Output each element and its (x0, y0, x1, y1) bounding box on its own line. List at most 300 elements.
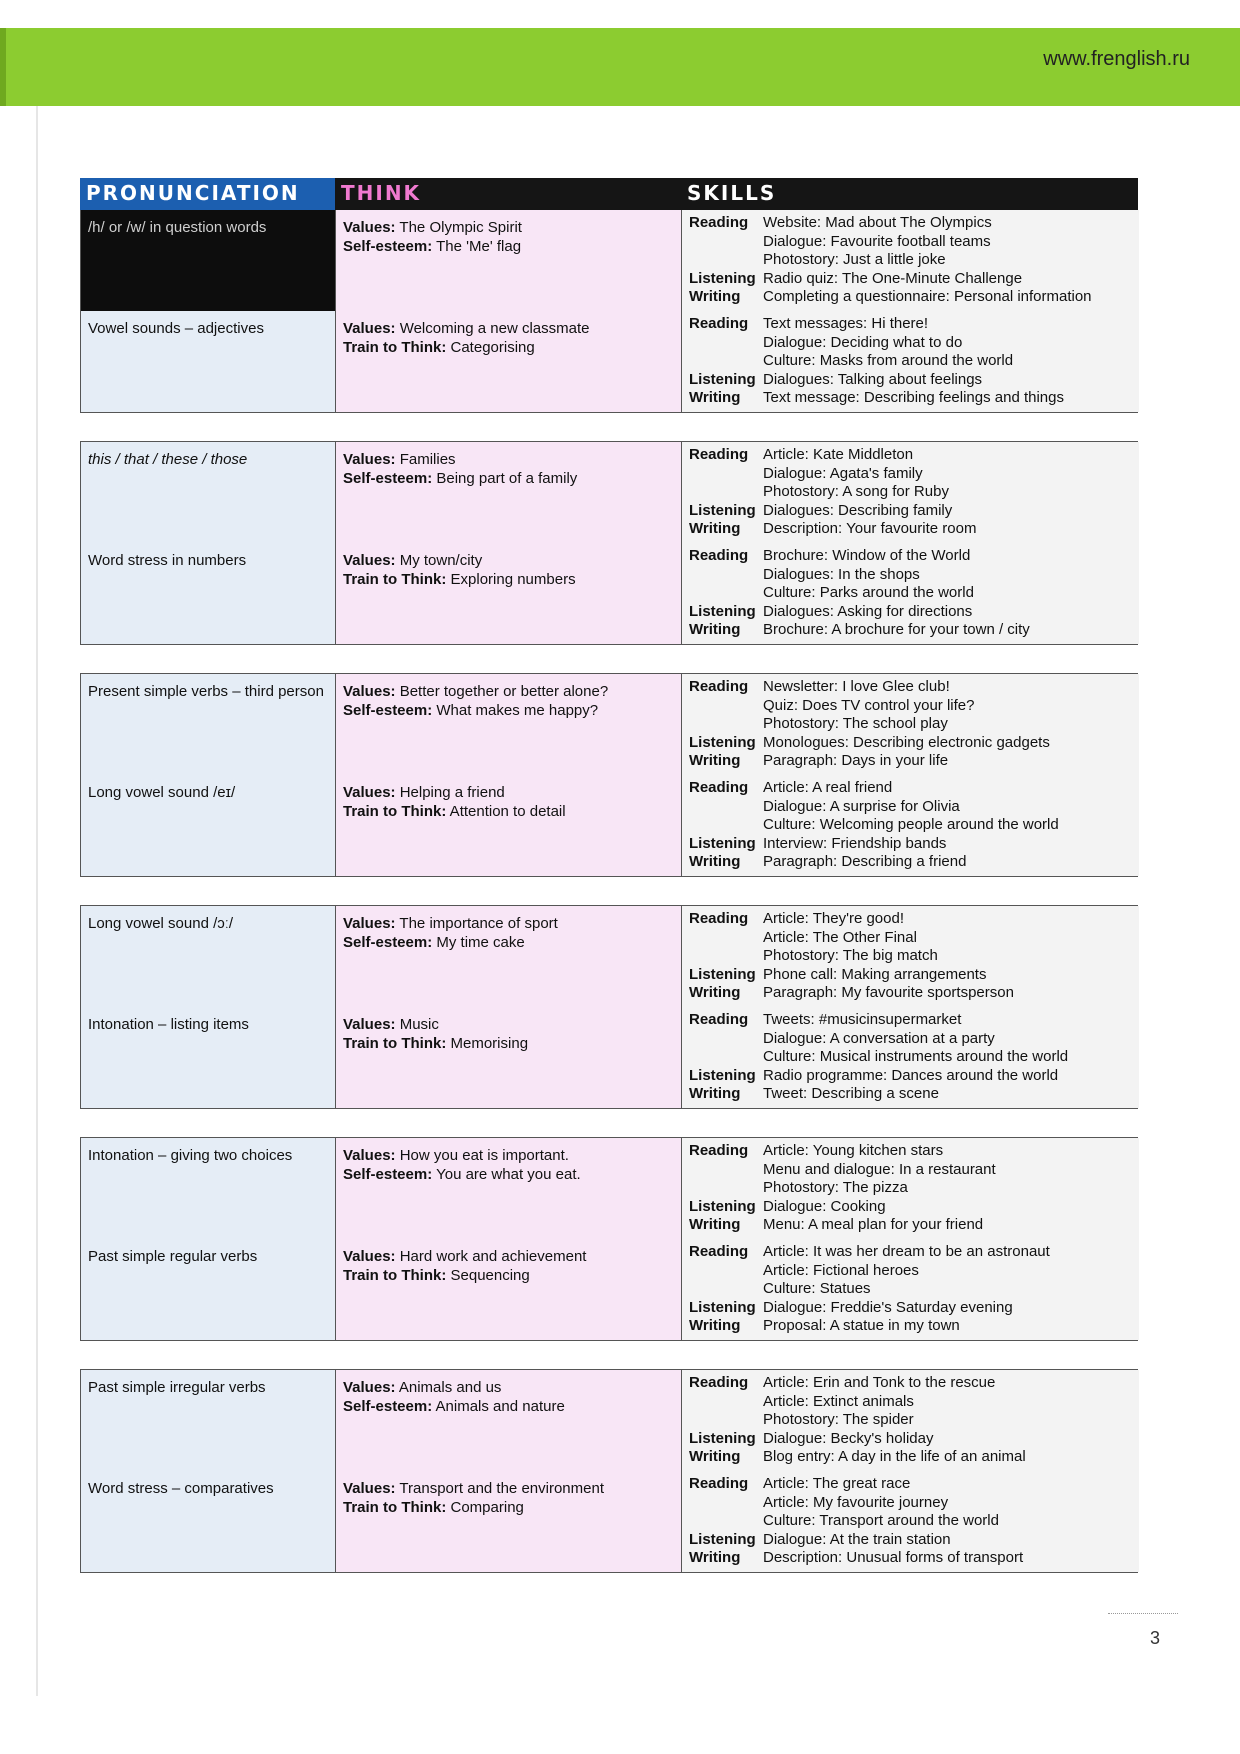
skill-label: Listening (689, 1298, 756, 1316)
skill-line (689, 1512, 1132, 1531)
skill-text: Photostory: Just a little joke (763, 251, 946, 269)
header-think: THINK (335, 178, 681, 210)
think-value: Sequencing (446, 1267, 530, 1284)
think-line (343, 1034, 674, 1053)
skill-text: Dialogues: Talking about feelings (763, 370, 983, 388)
table-row (81, 1007, 1137, 1108)
skill-line (689, 1475, 1132, 1494)
think-line (343, 218, 674, 237)
header-skills: SKILLS (681, 178, 1138, 210)
skill-label (689, 947, 763, 966)
skill-label (689, 352, 763, 371)
skills-cell (682, 775, 1139, 876)
think-value: My town/city (395, 552, 483, 569)
pronunciation-cell: Present simple verbs – third person (81, 674, 336, 775)
think-cell (336, 311, 682, 412)
skill-text: Photostory: The big match (763, 947, 938, 965)
skill-line (689, 1085, 1132, 1104)
skill-line (689, 233, 1132, 252)
think-key: Values: (343, 784, 396, 801)
skill-text: Brochure: Window of the World (763, 547, 971, 564)
table-header (80, 178, 1138, 210)
skill-text: Article: Extinct animals (763, 1392, 914, 1410)
unit-group (80, 1369, 1138, 1573)
skill-label: Reading (689, 678, 749, 695)
table-row (81, 311, 1137, 412)
skill-line (689, 816, 1132, 835)
skill-line (689, 835, 1132, 854)
think-value: You are what you eat. (432, 1166, 581, 1183)
skill-text: Phone call: Making arrangements (763, 965, 987, 983)
pronunciation-cell: Vowel sounds – adjectives (81, 311, 336, 412)
think-key: Values: (343, 552, 396, 569)
skill-line (689, 584, 1132, 603)
page-number: 3 (1149, 1628, 1160, 1648)
think-line (343, 570, 674, 589)
skill-text: Paragraph: Describing a friend (763, 853, 967, 871)
think-value: How you eat is important. (395, 1147, 569, 1164)
think-key: Self-esteem: (343, 238, 433, 255)
skill-text: Article: The Other Final (763, 928, 917, 946)
skill-line (689, 984, 1132, 1003)
skill-line (689, 315, 1132, 334)
skill-text: Radio programme: Dances around the world (763, 1066, 1059, 1084)
table-row (81, 210, 1137, 311)
think-key: Values: (343, 1016, 396, 1033)
pronunciation-cell: /h/ or /w/ in question words (81, 210, 336, 311)
skill-label: Reading (689, 779, 749, 796)
skill-label: Writing (689, 1085, 741, 1103)
skill-text: Newsletter: I love Glee club! (763, 678, 950, 695)
skills-cell (682, 1239, 1139, 1340)
skill-line (689, 1161, 1132, 1180)
skill-text: Dialogue: Deciding what to do (763, 333, 963, 351)
skill-line (689, 547, 1132, 566)
skill-text: Dialogue: At the train station (763, 1530, 951, 1548)
skill-line (689, 678, 1132, 697)
skill-line (689, 520, 1132, 539)
think-line (343, 914, 674, 933)
skill-text: Monologues: Describing electronic gadgets (763, 733, 1050, 751)
skill-line (689, 465, 1132, 484)
skill-text: Text messages: Hi there! (763, 315, 929, 332)
skill-label: Reading (689, 1475, 749, 1492)
skill-line (689, 929, 1132, 948)
table-row (81, 1471, 1137, 1572)
think-value: Music (395, 1016, 439, 1033)
skill-text: Radio quiz: The One-Minute Challenge (763, 269, 1023, 287)
page-margin-line (36, 106, 38, 1696)
skill-text: Quiz: Does TV control your life? (763, 696, 975, 714)
skill-text: Dialogues: Asking for directions (763, 602, 973, 620)
think-line (343, 1397, 674, 1416)
think-key: Train to Think: (343, 1499, 447, 1516)
skill-label (689, 929, 763, 948)
skill-line (689, 1179, 1132, 1198)
think-cell (336, 210, 682, 311)
think-cell (336, 442, 682, 543)
skills-cell (682, 906, 1139, 1007)
table-row (81, 906, 1137, 1007)
think-line (343, 319, 674, 338)
pronunciation-cell: Past simple irregular verbs (81, 1370, 336, 1471)
think-value: Comparing (446, 1499, 524, 1516)
think-key: Train to Think: (343, 1267, 447, 1284)
pronunciation-cell: this / that / these / those (81, 442, 336, 543)
skill-text: Culture: Masks from around the world (763, 352, 1014, 370)
skill-label (689, 1393, 763, 1412)
think-value: Memorising (446, 1035, 529, 1052)
table-row (81, 1370, 1137, 1471)
unit-group (80, 1137, 1138, 1341)
skills-cell (682, 543, 1139, 644)
skill-line (689, 752, 1132, 771)
table-row (81, 775, 1137, 876)
skill-line (689, 779, 1132, 798)
skill-text: Culture: Musical instruments around the world (763, 1048, 1069, 1066)
skill-label (689, 1494, 763, 1513)
skill-text: Article: A real friend (763, 779, 893, 796)
skill-label: Reading (689, 547, 749, 564)
skill-label: Listening (689, 1530, 756, 1548)
skill-line (689, 270, 1132, 289)
skill-text: Article: The great race (763, 1475, 911, 1492)
skill-label (689, 1030, 763, 1049)
skill-text: Dialogues: Describing family (763, 501, 953, 519)
think-key: Values: (343, 1248, 396, 1265)
skills-cell (682, 1370, 1139, 1471)
think-line (343, 1498, 674, 1517)
think-line (343, 682, 674, 701)
think-value: Animals and us (395, 1379, 502, 1396)
think-key: Values: (343, 219, 396, 236)
skill-text: Interview: Friendship bands (763, 834, 947, 852)
skill-label: Writing (689, 621, 741, 639)
skill-text: Blog entry: A day in the life of an animal (763, 1448, 1026, 1466)
table-row (81, 674, 1137, 775)
skill-text: Article: They're good! (763, 910, 904, 927)
think-line (343, 1378, 674, 1397)
skill-label (689, 1411, 763, 1430)
pronunciation-cell: Long vowel sound /ɔː/ (81, 906, 336, 1007)
skill-line (689, 1030, 1132, 1049)
skill-label (689, 584, 763, 603)
think-value: Families (395, 451, 456, 468)
skill-line (689, 1430, 1132, 1449)
think-cell (336, 1138, 682, 1239)
think-value: My time cake (432, 934, 525, 951)
unit-group (80, 905, 1138, 1109)
skill-line (689, 621, 1132, 640)
skill-line (689, 1531, 1132, 1550)
skill-line (689, 334, 1132, 353)
pronunciation-cell: Word stress – comparatives (81, 1471, 336, 1572)
think-value: Transport and the environment (395, 1480, 604, 1497)
think-key: Values: (343, 320, 396, 337)
skill-line (689, 910, 1132, 929)
think-line (343, 1015, 674, 1034)
skill-text: Description: Your favourite room (763, 520, 977, 538)
skills-cell (682, 1138, 1139, 1239)
skill-line (689, 1411, 1132, 1430)
skill-label (689, 465, 763, 484)
skill-text: Photostory: The school play (763, 715, 948, 733)
think-value: What makes me happy? (432, 702, 599, 719)
skill-label (689, 251, 763, 270)
think-value: Being part of a family (432, 470, 578, 487)
think-line (343, 1146, 674, 1165)
skill-line (689, 853, 1132, 872)
skill-line (689, 251, 1132, 270)
think-cell (336, 1471, 682, 1572)
skill-label (689, 697, 763, 716)
think-value: Animals and nature (432, 1398, 565, 1415)
skill-label: Listening (689, 602, 756, 620)
skill-label (689, 566, 763, 585)
skill-text: Tweets: #musicinsupermarket (763, 1011, 962, 1028)
think-line (343, 1165, 674, 1184)
skill-label: Reading (689, 315, 749, 332)
think-key: Values: (343, 915, 396, 932)
think-cell (336, 543, 682, 644)
skill-text: Article: Fictional heroes (763, 1261, 919, 1279)
skill-label: Reading (689, 214, 749, 231)
skill-line (689, 1448, 1132, 1467)
skill-line (689, 483, 1132, 502)
skill-text: Article: Erin and Tonk to the rescue (763, 1374, 996, 1391)
skills-cell (682, 442, 1139, 543)
think-value: Hard work and achievement (395, 1248, 587, 1265)
think-line (343, 469, 674, 488)
skill-line (689, 214, 1132, 233)
skill-text: Tweet: Describing a scene (763, 1085, 939, 1103)
skill-line (689, 1216, 1132, 1235)
skill-text: Dialogue: Becky's holiday (763, 1429, 934, 1447)
skill-label: Writing (689, 752, 741, 770)
skill-label: Writing (689, 984, 741, 1002)
skill-text: Proposal: A statue in my town (763, 1317, 960, 1335)
skill-label: Writing (689, 389, 741, 407)
skill-text: Dialogue: Cooking (763, 1197, 886, 1215)
unit-group (80, 210, 1138, 413)
skill-line (689, 1280, 1132, 1299)
skill-text: Text message: Describing feelings and things (763, 389, 1064, 407)
think-key: Values: (343, 451, 396, 468)
skills-cell (682, 311, 1139, 412)
skill-line (689, 1317, 1132, 1336)
think-cell (336, 1370, 682, 1471)
pronunciation-cell: Long vowel sound /eɪ/ (81, 775, 336, 876)
skill-label: Writing (689, 853, 741, 871)
skill-label: Listening (689, 501, 756, 519)
skill-text: Photostory: A song for Ruby (763, 483, 949, 501)
skill-line (689, 798, 1132, 817)
skill-line (689, 734, 1132, 753)
skill-line (689, 566, 1132, 585)
skills-cell (682, 674, 1139, 775)
skill-text: Menu and dialogue: In a restaurant (763, 1160, 996, 1178)
think-key: Self-esteem: (343, 702, 433, 719)
skill-label: Writing (689, 1448, 741, 1466)
skill-line (689, 1299, 1132, 1318)
skill-line (689, 389, 1132, 408)
skill-label: Writing (689, 1549, 741, 1567)
think-cell (336, 1007, 682, 1108)
skill-line (689, 697, 1132, 716)
think-value: The importance of sport (395, 915, 558, 932)
skill-line (689, 1142, 1132, 1161)
skill-label: Reading (689, 1011, 749, 1028)
skill-label (689, 483, 763, 502)
skill-label: Reading (689, 1243, 749, 1260)
skill-label (689, 334, 763, 353)
table-row (81, 543, 1137, 644)
skills-cell (682, 210, 1139, 311)
skill-text: Dialogues: In the shops (763, 565, 920, 583)
skill-label (689, 1280, 763, 1299)
green-header-bar (0, 28, 1240, 106)
skill-line (689, 966, 1132, 985)
unit-group (80, 673, 1138, 877)
table-row (81, 1239, 1137, 1340)
skill-text: Article: Young kitchen stars (763, 1142, 944, 1159)
skill-text: Article: It was her dream to be an astronaut (763, 1243, 1050, 1260)
skill-text: Culture: Statues (763, 1280, 871, 1298)
unit-groups (80, 210, 1138, 1573)
skill-label (689, 1512, 763, 1531)
skill-text: Article: Kate Middleton (763, 446, 914, 463)
skill-label (689, 233, 763, 252)
unit-group (80, 441, 1138, 645)
skill-label: Listening (689, 269, 756, 287)
skill-line (689, 1549, 1132, 1568)
skill-line (689, 446, 1132, 465)
think-value: Better together or better alone? (395, 683, 609, 700)
think-line (343, 1479, 674, 1498)
skill-label: Writing (689, 1216, 741, 1234)
footer-dots (1108, 1613, 1178, 1614)
think-key: Values: (343, 683, 396, 700)
pronunciation-cell: Past simple regular verbs (81, 1239, 336, 1340)
think-line (343, 450, 674, 469)
think-key: Self-esteem: (343, 934, 433, 951)
skill-label: Reading (689, 1374, 749, 1391)
think-value: Categorising (446, 339, 535, 356)
table-row (81, 442, 1137, 543)
pronunciation-cell: Intonation – giving two choices (81, 1138, 336, 1239)
header-pronunciation: PRONUNCIATION (80, 178, 335, 210)
think-line (343, 1266, 674, 1285)
skill-label (689, 798, 763, 817)
pronunciation-cell: Intonation – listing items (81, 1007, 336, 1108)
think-cell (336, 775, 682, 876)
skill-text: Dialogue: A surprise for Olivia (763, 797, 960, 815)
think-value: Welcoming a new classmate (395, 320, 590, 337)
think-key: Self-esteem: (343, 1398, 433, 1415)
skill-label: Listening (689, 834, 756, 852)
think-key: Values: (343, 1379, 396, 1396)
skill-label (689, 816, 763, 835)
think-line (343, 783, 674, 802)
skill-text: Culture: Welcoming people around the world (763, 816, 1059, 834)
skill-text: Paragraph: Days in your life (763, 752, 949, 770)
syllabus-table (80, 178, 1138, 1573)
skill-line (689, 1198, 1132, 1217)
skill-label: Reading (689, 1142, 749, 1159)
skill-text: Dialogue: Freddie's Saturday evening (763, 1298, 1013, 1316)
skills-cell (682, 1007, 1139, 1108)
skill-label (689, 1262, 763, 1281)
think-cell (336, 674, 682, 775)
skill-label: Listening (689, 733, 756, 751)
skill-label: Reading (689, 446, 749, 463)
skill-text: Paragraph: My favourite sportsperson (763, 984, 1014, 1002)
skill-text: Completing a questionnaire: Personal information (763, 288, 1092, 306)
skill-label: Listening (689, 1066, 756, 1084)
think-key: Train to Think: (343, 571, 447, 588)
skill-text: Menu: A meal plan for your friend (763, 1216, 984, 1234)
think-line (343, 802, 674, 821)
skill-label: Writing (689, 288, 741, 306)
skill-label (689, 1161, 763, 1180)
skill-line (689, 1011, 1132, 1030)
think-cell (336, 906, 682, 1007)
skills-cell (682, 1471, 1139, 1572)
think-line (343, 701, 674, 720)
skill-line (689, 1048, 1132, 1067)
skill-label (689, 1048, 763, 1067)
think-key: Train to Think: (343, 803, 447, 820)
skill-text: Brochure: A brochure for your town / city (763, 621, 1030, 639)
skill-label: Listening (689, 965, 756, 983)
skill-label: Writing (689, 520, 741, 538)
think-key: Train to Think: (343, 1035, 447, 1052)
think-value: Attention to detail (446, 803, 566, 820)
skill-text: Dialogue: Favourite football teams (763, 232, 991, 250)
think-line (343, 237, 674, 256)
skill-line (689, 1374, 1132, 1393)
pronunciation-cell: Word stress in numbers (81, 543, 336, 644)
think-key: Values: (343, 1480, 396, 1497)
skill-line (689, 1243, 1132, 1262)
think-key: Self-esteem: (343, 470, 433, 487)
skill-text: Culture: Parks around the world (763, 584, 974, 602)
think-value: The Olympic Spirit (395, 219, 522, 236)
think-key: Values: (343, 1147, 396, 1164)
skill-label: Reading (689, 910, 749, 927)
skill-line (689, 1262, 1132, 1281)
skill-label (689, 715, 763, 734)
skill-text: Photostory: The pizza (763, 1179, 908, 1197)
skill-line (689, 715, 1132, 734)
site-url[interactable]: www.frenglish.ru (1043, 48, 1190, 70)
skill-line (689, 603, 1132, 622)
think-line (343, 551, 674, 570)
think-value: Helping a friend (395, 784, 505, 801)
skill-line (689, 1393, 1132, 1412)
skill-label: Listening (689, 1429, 756, 1447)
skill-line (689, 502, 1132, 521)
skill-text: Dialogue: Agata's family (763, 464, 923, 482)
think-value: Exploring numbers (446, 571, 576, 588)
skill-label (689, 1179, 763, 1198)
think-line (343, 338, 674, 357)
think-value: The 'Me' flag (432, 238, 522, 255)
skill-label: Listening (689, 370, 756, 388)
skill-text: Article: My favourite journey (763, 1493, 949, 1511)
skill-text: Photostory: The spider (763, 1411, 914, 1429)
skill-line (689, 352, 1132, 371)
